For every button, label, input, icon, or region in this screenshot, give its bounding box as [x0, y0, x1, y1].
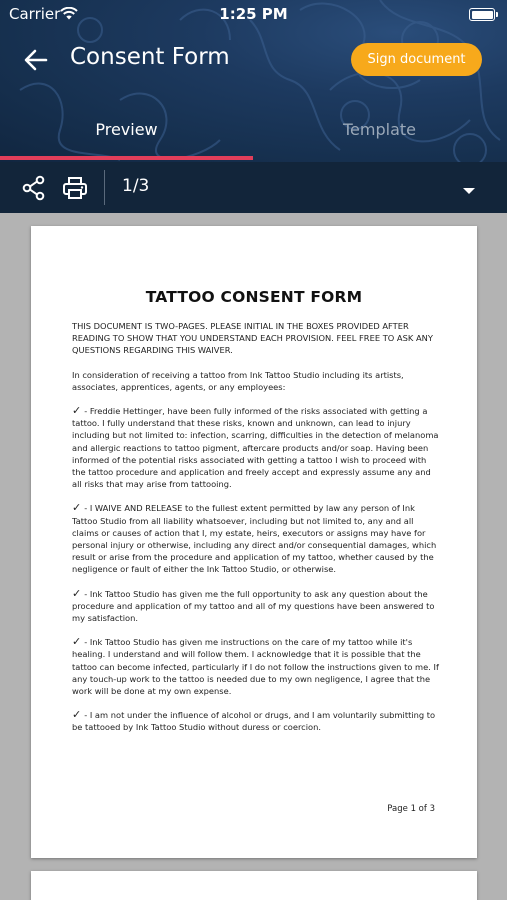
document-intro: THIS DOCUMENT IS TWO-PAGES. PLEASE INITIAL IN THE BOXES PROVIDED AFTER READING TO SHOW THAT YOU UNDERSTAND EACH PROVISION. FEEL FREE TO ASK ANY QUESTIONS REGARDING THIS WAIVER. [72, 321, 433, 356]
sign-document-button[interactable]: Sign document [351, 43, 482, 76]
share-icon[interactable] [21, 175, 47, 201]
clause [72, 636, 440, 697]
chevron-down-icon[interactable] [462, 181, 476, 200]
status-time: 1:25 PM [219, 5, 288, 23]
print-icon[interactable] [62, 175, 88, 201]
toolbar-divider [104, 170, 105, 205]
clause [72, 588, 440, 625]
document-body [72, 320, 440, 746]
back-arrow-icon[interactable] [22, 46, 50, 74]
clause-text: - Freddie Hettinger, have been fully informed of the risks associated with getting a tattoo. I fully understand that these risks, known and unknown, can lead to injury including but not limited to: infection, scarring, difficulties in the detection of melanoma and allergic reactions to tattoo pigment, aftercare products and/or soap. Having been informed of the potential risks associated with getting a tattoo I wish to proceed with the tattoo procedure and application and freely accept and expressly assume any and all risks that may arise from tattooing. [72, 406, 439, 490]
document-page [31, 226, 477, 858]
document-viewer[interactable] [0, 213, 507, 900]
status-bar [0, 0, 507, 30]
clause [72, 405, 440, 490]
document-toolbar [0, 162, 507, 213]
check-icon: ✓ [72, 708, 82, 722]
check-icon: ✓ [72, 586, 82, 600]
clause-text: - Ink Tattoo Studio has given me instructions on the care of my tattoo while it's healing. I understand and will follow them. I acknowledge that it is possible that the tattoo can become infected, particularly if I do not follow the instructions given to me. If any touch-up work to the tattoo is needed due to my own negligence, I agree that the work will be done at my own expense. [72, 637, 439, 697]
clause-text: - I am not under the influence of alcohol or drugs, and I am voluntarily submitting to be tattooed by Ink Tattoo Studio without duress or coercion. [72, 710, 436, 733]
clause [72, 502, 440, 575]
active-tab-indicator [0, 156, 253, 160]
carrier-label: Carrier [9, 5, 61, 23]
page-indicator: 1/3 [122, 176, 150, 196]
check-icon: ✓ [72, 501, 82, 515]
clause [72, 709, 440, 733]
clause-text: - Ink Tattoo Studio has given me the full opportunity to ask any question about the procedure and application of my tattoo and all of my questions have been answered to my satisfaction. [72, 588, 435, 624]
app-header [0, 0, 507, 162]
document-title: TATTOO CONSENT FORM [145, 288, 363, 306]
tab-template[interactable]: Template [342, 120, 416, 139]
document-page-next [31, 871, 477, 900]
check-icon: ✓ [72, 404, 82, 418]
document-consideration: In consideration of receiving a tattoo from Ink Tattoo Studio including its artists, associates, apprentices, agents, or any employees: [72, 369, 404, 392]
page-footer: Page 1 of 3 [387, 804, 435, 814]
page-title: Consent Form [70, 44, 230, 70]
tab-preview[interactable]: Preview [95, 120, 158, 139]
battery-icon [469, 8, 495, 21]
check-icon: ✓ [72, 635, 82, 649]
clause-text: - I WAIVE AND RELEASE to the fullest extent permitted by law any person of Ink Tattoo Studio from all liability whatsoever, including but not limited to, any and all claims or causes of action that I, my estate, heirs, executors or assigns may have for personal injury or otherwise, including any direct and/or consequential damages, which result or arise from the procedure and application of my tattoo, whether caused by the negligence or fault of either the Ink Tattoo Studio, or otherwise. [72, 503, 437, 575]
